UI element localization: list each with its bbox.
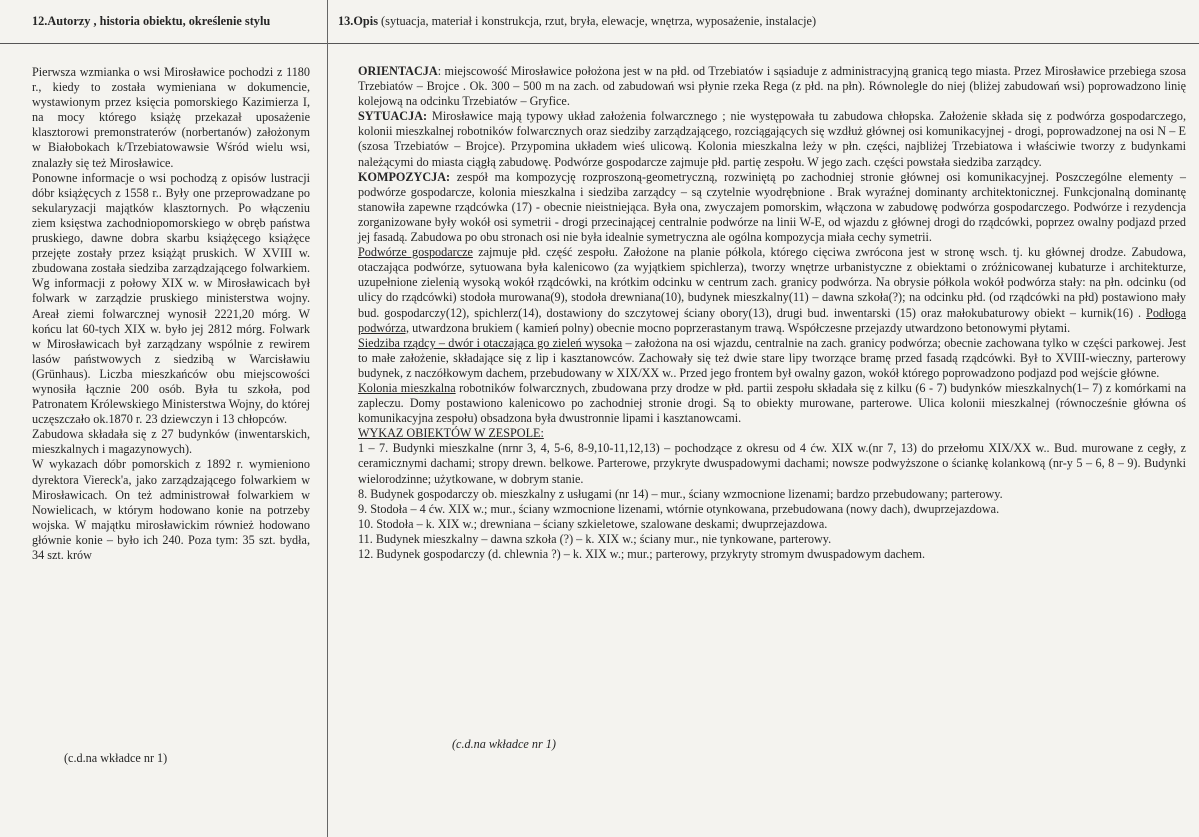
wykaz-heading: WYKAZ OBIEKTÓW W ZESPOLE: bbox=[358, 426, 544, 441]
section-13-heading-rest: (sytuacja, materiał i konstrukcja, rzut, bryła, elewacje, wnętrza, wyposażenie, instalacje) bbox=[377, 14, 817, 28]
podworze-text: zajmuje płd. część zespołu. Założone na planie półkola, którego cięciwa zwrócona jest w stronę wsch. tj. ku głównej drodze. Zabudowa, otaczająca podwórze, sytuowana była kalenicowo (za wyjątkiem spichlerza), tworzy wnętrze urbanistyczne z obiektami o zróżnicowanej kubaturze i architekturze, uzupełnione zielenią wysoką wokół rządcówki, na krótkim odcinku w centrum zach. granicy podwórza. Na obrysie półkola wokół podwórza stały: na płn. odcinku (od ulicy do rządcówki) stodoła murowana(9), stodoła drewniana(10), budynek mieszkalny(11) – dawna szkoła(?); na odcinku płd. (od rządcówki na płd) postawiono mały bud. gospodarczy(12), spichlerz(14), dostawiony do szczytowej ściany obory(13), drugi bud. inwentarski (15) oraz małokubaturowy obiekt – kurnik(16) . bbox=[358, 245, 1187, 320]
sytuacja-text: Mirosławice mają typowy układ założenia folwarcznego ; nie występowała tu zabudowa chłopska. Założenie składa się z podwórza gospodarczego, kolonii mieszkalnej robotników folwarcznych oraz siedziby zarządzającego, rozciągających się wzdłuż głównej osi komunikacyjnej - drogi, poprowadzonej na osi N – E (szosa Trzebiatów – Brojce). Przypomina układem wieś ulicową. Kolonia mieszkalna leży w płn. części, najbliżej Trzebiatowa i właściwie tworzy z budynkami należącymi do miasta ciągłą zabudowę. Podwórze gospodarcze zajmuje płd. partię zespołu. W jego zach. części powstała siedziba zarządcy. bbox=[358, 109, 1186, 169]
history-text bbox=[32, 65, 310, 563]
history-paragraph: W wykazach dóbr pomorskich z 1892 r. wymieniono dyrektora Viereck'a, jako zarządzającego folwarkiem w Mirosławicach. On też administrował folwarkiem w Nowielicach, w którym hodowano konie na potrzeby wojska. W majątku mirosławickim również hodowano głównie konie – było ich 240. Poza tym: 35 szt. bydła, 34 szt. krów bbox=[32, 457, 310, 562]
kompozycja-text: zespół ma kompozycję rozproszoną-geometryczną, rozwiniętą po zachodniej stronie głównej osi komunikacyjnej. Poszczególne elementy – podwórze gospodarcze, kolonia mieszkalna i siedziba zarządcy – są czytelnie wyodrębnione . Brak wyraźnej dominanty architektonicznej. Funkcjonalną dominantę stanowiła zapewne rządcówka (17) - obecnie nieistniejąca. Była ona, zwyczajem pomorskim, włączona w zabudowę podwórza gospodarczego. Podwórze i rezydencja zorganizowane były wokół osi symetrii - drogi przecinającej centralnie podwórze na linii W-E, od wjazdu z głównej drogi do rządcówki, poprzez owalny podjazd przed jej fasadą. Zabudowa po obu stronach osi nie była idealnie symetryczna ale ogólna kompozycja miała cechy symetrii. bbox=[358, 169, 1186, 245]
kompozycja-label: KOMPOZYCJA: bbox=[358, 169, 451, 184]
podworze-label: Podwórze gospodarcze bbox=[358, 245, 473, 260]
list-item: 8. Budynek gospodarczy ob. mieszkalny z usługami (nr 14) – mur., ściany wzmocnione lizenami; bardzo przebudowany; parterowy. bbox=[358, 486, 1003, 501]
section-13-heading bbox=[338, 14, 1186, 29]
siedziba-text: – założona na osi wjazdu, centralnie na zach. granicy podwórza; obecnie zachowana tylko w części parkowej. Jest to małe założenie, składające się z lip i kasztanowców. Zachowały się też dwie stare lipy tworzące bramę przed fasadą rządcówki. Był to XVIII-wieczny, parterowy budynek, z naczółkowym dachem, przebudowany w XIX/XX w.. Przed jego frontem był owalny gazon, wokół którego poprowadzono podjazd pod wejście główne. bbox=[358, 335, 1186, 380]
kolonia-label: Kolonia mieszkalna bbox=[358, 380, 456, 395]
history-paragraph: Zabudowa składała się z 27 budynków (inwentarskich, mieszkalnych i magazynowych). bbox=[32, 427, 310, 457]
podloga-label: Podłoga podwórza, bbox=[358, 305, 1186, 335]
description-text bbox=[338, 64, 1186, 562]
orientacja-paragraph bbox=[358, 64, 1186, 109]
kolonia-paragraph bbox=[358, 381, 1186, 426]
list-item: 11. Budynek mieszkalny – dawna szkoła (?) – k. XIX w.; ściany mur., nie tynkowane, parterowy. bbox=[358, 531, 832, 546]
orientacja-label: ORIENTACJA bbox=[358, 64, 438, 78]
list-item: 10. Stodoła – k. XIX w.; drewniana – ściany szkieletowe, szalowane deskami; dwuprzejazdowa. bbox=[358, 516, 828, 531]
sytuacja-paragraph bbox=[358, 109, 1186, 169]
sytuacja-label: SYTUACJA: bbox=[358, 109, 428, 124]
kompozycja-paragraph bbox=[358, 170, 1186, 245]
list-item: 1 – 7. Budynki mieszkalne (nrnr 3, 4, 5-6, 8-9,10-11,12,13) – pochodzące z okresu od 4 ćw. XIX w.(nr 7, 13) do przełomu XIX/XX w.. Bud. murowane z cegły, z ceramicznymi dachami; stropy drewn. belkowe. Parterowe, przykryte dwuspadowymi dachami; nowsze podwyższone o ściankę kolankową (nr-y 5 – 6, 8 – 9). Budynki wielorodzinne; użytkowane, w dobrym stanie. bbox=[358, 441, 1186, 486]
left-column bbox=[32, 14, 310, 563]
list-item: 9. Stodoła – 4 ćw. XIX w.; mur., ściany wzmocnione lizenami, wtórnie otynkowana, przebudowana (nowy dach), dwuprzejazdowa. bbox=[358, 501, 1000, 516]
siedziba-label: Siedziba rządcy – dwór i otaczająca go zieleń wysoka bbox=[358, 335, 623, 350]
list-item: 12. Budynek gospodarczy (d. chlewnia ?) – k. XIX w.; mur.; parterowy, przykryty stromym dwuspadowym dachem. bbox=[358, 547, 926, 561]
section-12-heading: 12.Autorzy , historia obiektu, określenie stylu bbox=[32, 14, 271, 28]
right-column bbox=[338, 14, 1186, 562]
history-paragraph: Ponowne informacje o wsi pochodzą z opisów lustracji dóbr książęcych z 1558 r.. Były one przeprowadzane po sekularyzacji majątków klasztornych. Po włączeniu ziem księstwa zachodniopomorskiego w obręb państwa pruskiego, dawne dobra skarbu książęcego książęce przejęte zostały przez książąt pruskich. W XVIII w. zbudowana została siedziba zarządzającego folwarkiem. Wg informacji z połowy XIX w. w Mirosławicach był folwark w zarządzie pruskiego ministerstwa wojny. Areał ziemi folwarcznej wynosił 2221,20 mórg. W końcu lat 60-tych XIX w. było jej 2812 mórg. Folwark w Mirosławicach był zarządzany wspólnie z rewirem lasów państwowych z siedzibą w Warcisławiu (Grünhaus). Liczba mieszkańców obu miejscowości wynosiła łącznie 200 osób. Była tu szkoła, pod Patronatem Królewskiego Ministerstwa Wojny, do której uczęszczało ok.1870 r. 23 dziewczyn i 13 chłopców. bbox=[32, 170, 310, 427]
column-divider bbox=[327, 0, 328, 837]
siedziba-paragraph bbox=[358, 336, 1186, 381]
podworze-paragraph bbox=[358, 245, 1186, 336]
section-13-heading-number: 13.Opis bbox=[338, 14, 378, 28]
object-list bbox=[358, 441, 1186, 562]
podloga-text: utwardzona brukiem ( kamień polny) obecnie mocno poprzerastanym trawą. Współczesne przejazdy utwardzono betonowymi płytami. bbox=[409, 320, 1071, 335]
orientacja-text: : miejscowość Mirosławice położona jest w na płd. od Trzebiatów i sąsiaduje z administracyjną granicą tego miasta. Przez Mirosławice przebiega szosa Trzebiatów – Brojce . Ok. 300 – 500 m na zach. od zabudowań wsi płynie rzeka Rega (z płd. na płn). Równolegle do niej (bliżej zabudowań wsi) poprowadzono linię kolejową na odcinku Trzebiatów – Gryfice. bbox=[358, 64, 1186, 109]
left-continued-note: (c.d.na wkładce nr 1) bbox=[64, 751, 168, 765]
right-continued-note: (c.d.na wkładce nr 1) bbox=[452, 737, 556, 751]
kolonia-text: robotników folwarcznych, zbudowana przy drodze w płd. partii zespołu składała się z kilku (6 - 7) budynków mieszkalnych(1– 7) z komórkami na zapleczu. Domy postawiono kalenicowo po zachodniej stronie drogi. Są to obiekty murowane, parterowe. Ulica kolonii mieszkalnej (równocześnie główna oś komunikacyjna zespołu) obsadzona była dwustronnie lipami i kasztanowcami. bbox=[358, 380, 1186, 426]
history-paragraph: Pierwsza wzmianka o wsi Mirosławice pochodzi z 1180 r., kiedy to została wymieniana w dokumencie, wystawionym przez księcia pomorskiego Kazimierza I, na mocy którego książę przekazał uposażenie klasztorowi premonstraterów (norbertanów) założonym w Białobokach k/Trzebiatowawsie Wśród wielu wsi, znalazły się też Mirosławice. bbox=[32, 65, 310, 170]
